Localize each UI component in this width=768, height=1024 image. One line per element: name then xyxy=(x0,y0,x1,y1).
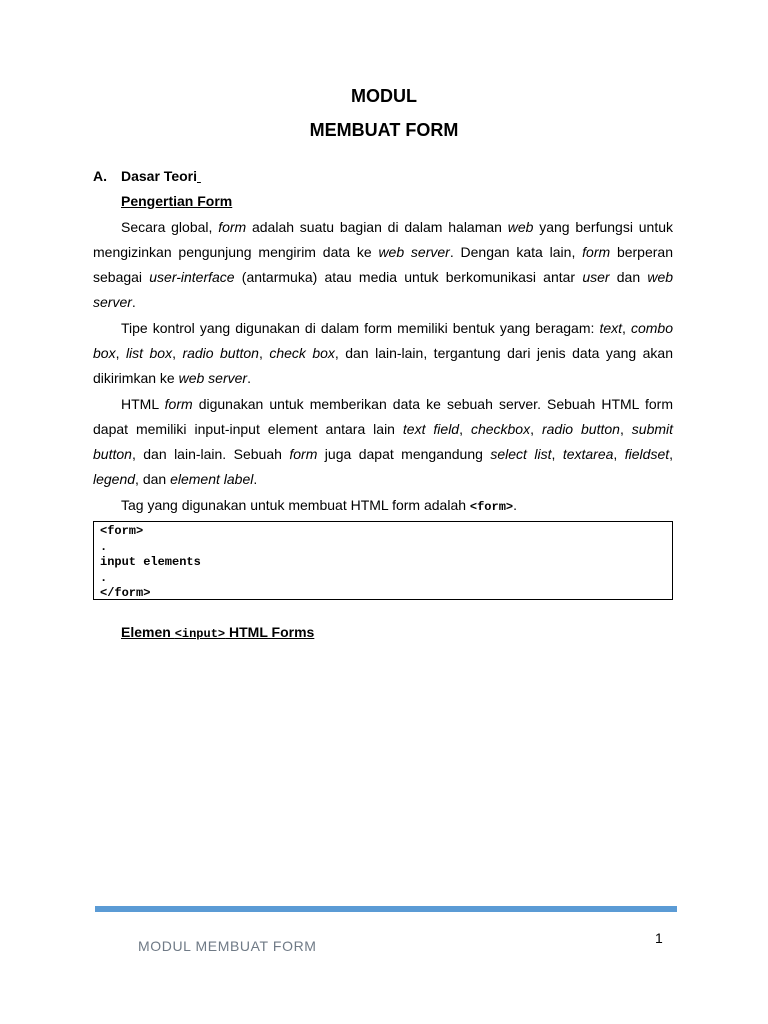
italic-run: combo box xyxy=(93,320,674,361)
code-block xyxy=(93,521,673,600)
text-run: , xyxy=(622,320,631,336)
paragraph-1 xyxy=(93,215,673,315)
text-run: . xyxy=(253,471,258,487)
italic-run: textarea xyxy=(562,446,614,462)
code-line: </form> xyxy=(100,586,151,600)
page-number: 1 xyxy=(655,930,663,946)
subheading-elemen-input xyxy=(121,624,314,641)
text-run: , xyxy=(258,345,270,361)
footer-rule xyxy=(95,906,677,912)
italic-run: checkbox xyxy=(470,421,531,437)
italic-run: form xyxy=(582,244,611,260)
document-title-line2: MEMBUAT FORM xyxy=(309,120,459,140)
text-run: , xyxy=(613,446,625,462)
italic-run: form xyxy=(218,219,247,235)
code-line: . xyxy=(100,570,108,585)
italic-run: list box xyxy=(125,345,173,361)
section-a-heading xyxy=(93,168,201,184)
text-run: . Dengan kata lain, xyxy=(449,244,583,260)
text-run: , xyxy=(115,345,126,361)
italic-run: text xyxy=(599,320,623,336)
italic-run: radio button xyxy=(182,345,259,361)
italic-run: web server xyxy=(378,244,450,260)
section-title: Dasar Teori xyxy=(121,168,197,184)
text-run: , xyxy=(530,421,542,437)
italic-run: select list xyxy=(490,446,552,462)
text-run: . xyxy=(247,370,251,386)
text-run: , xyxy=(551,446,563,462)
italic-run: web server xyxy=(93,269,674,310)
text-run: , dan lain-lain, tergantung dari jenis data yang akan dikirimkan ke xyxy=(93,345,674,386)
italic-run: form xyxy=(289,446,318,462)
italic-run: form xyxy=(164,396,193,412)
text-run: Tag yang digunakan untuk membuat HTML form adalah xyxy=(121,497,470,513)
text-run: digunakan untuk memberikan data ke sebuah server. Sebuah HTML form dapat memiliki input-input element antara lain xyxy=(93,396,673,437)
text-run: adalah suatu bagian di dalam halaman xyxy=(246,219,508,235)
text-run: , xyxy=(459,421,471,437)
code-line: . xyxy=(100,539,108,554)
section-number: A. xyxy=(93,168,107,184)
text-run: berperan sebagai xyxy=(93,244,673,285)
text-run: , dan xyxy=(135,471,171,487)
text-run: Elemen xyxy=(121,624,175,640)
text-run: HTML xyxy=(121,396,165,412)
code-line: input elements xyxy=(100,555,201,569)
italic-run: submit button xyxy=(93,421,674,462)
italic-run: web xyxy=(507,219,534,235)
italic-run: web server xyxy=(178,370,248,386)
text-run: HTML Forms xyxy=(225,624,315,640)
inline-code-form-tag: <form> xyxy=(469,500,514,514)
italic-run: check box xyxy=(269,345,335,361)
text-run: , dan lain-lain. Sebuah xyxy=(131,446,290,462)
italic-run: text field xyxy=(402,421,460,437)
text-run: . xyxy=(513,497,518,513)
text-run: yang berfungsi untuk mengizinkan pengunjung mengirim data ke xyxy=(93,219,673,260)
italic-run: user-interface xyxy=(149,269,235,285)
text-run: , xyxy=(669,446,674,462)
italic-run: fieldset xyxy=(624,446,670,462)
code-line: <form> xyxy=(100,524,144,538)
paragraph-3 xyxy=(93,392,673,492)
section-title-underline-trail xyxy=(197,168,201,184)
italic-run: element label xyxy=(170,471,254,487)
document-title-line1: MODUL xyxy=(351,86,417,106)
subheading-pengertian-form: Pengertian Form xyxy=(121,193,233,209)
paragraph-2 xyxy=(93,316,673,391)
italic-run: legend xyxy=(93,471,136,487)
italic-run: radio button xyxy=(541,421,620,437)
inline-code-input-tag: <input> xyxy=(174,627,226,641)
text-run: Secara global, xyxy=(121,219,219,235)
text-run: (antarmuka) atau media untuk berkomunikasi antar xyxy=(234,269,583,285)
text-run: Tipe kontrol yang digunakan di dalam form memiliki bentuk yang beragam: xyxy=(121,320,600,336)
text-run: . xyxy=(131,294,136,310)
text-run: dan xyxy=(609,269,648,285)
italic-run: user xyxy=(582,269,610,285)
paragraph-4 xyxy=(93,493,673,520)
footer-running-title: MODUL MEMBUAT FORM xyxy=(138,938,317,954)
text-run: , xyxy=(619,421,632,437)
text-run: , xyxy=(172,345,183,361)
text-run: juga dapat mengandung xyxy=(317,446,491,462)
